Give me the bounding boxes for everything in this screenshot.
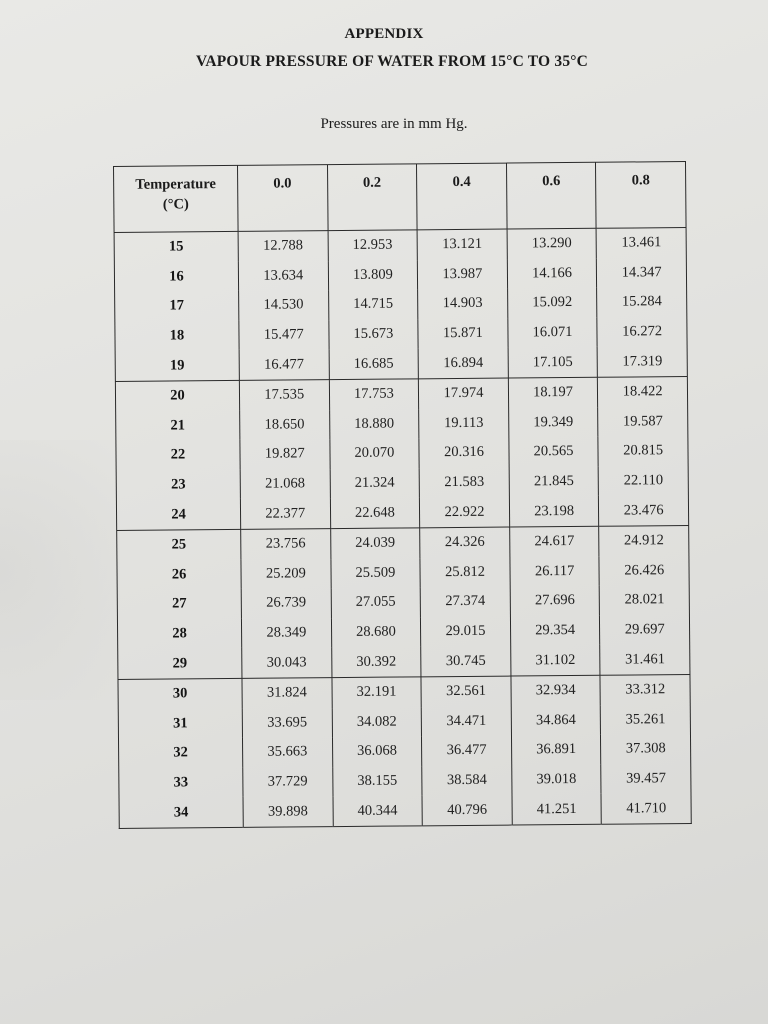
pressure-cell: 12.788 (238, 231, 328, 262)
pressure-cell: 30.043 (242, 647, 332, 678)
pressure-cell: 39.457 (626, 770, 667, 787)
pressure-cell: 34.471 (421, 706, 511, 736)
pressure-cell: 36.891 (511, 735, 601, 765)
pressure-cell: 22.922 (420, 497, 510, 528)
pressure-cell: 17.753 (329, 379, 419, 410)
column-header: 0.4 (417, 163, 507, 230)
temperature-cell: 21 (116, 410, 240, 441)
pressure-cell: 13.121 (417, 229, 507, 260)
vapour-pressure-table (113, 161, 692, 829)
pressure-cell: 25.209 (241, 559, 331, 589)
table-header-row (114, 162, 687, 233)
pressure-cell: 31.824 (242, 678, 332, 709)
pressure-cell: 26.739 (241, 588, 331, 618)
pressure-cell: 40.344 (333, 796, 423, 827)
pressure-cell: 27.374 (420, 587, 510, 617)
pressure-cell: 37.308 (625, 740, 666, 757)
temperature-cell: 15 (114, 231, 238, 262)
pressure-cell: 30.392 (331, 647, 421, 678)
pressure-cell: 22.377 (240, 498, 330, 529)
pressure-cell: 15.284 (621, 293, 662, 311)
appendix-heading: APPENDIX (344, 26, 424, 42)
pressure-cell: 17.105 (508, 347, 598, 378)
pressure-cell: 24.617 (509, 526, 599, 557)
pressure-cell: 15.092 (507, 288, 597, 318)
pressure-cell: 15.673 (328, 319, 418, 349)
pressure-cell: 14.347 (621, 264, 662, 281)
pressure-cell: 34.864 (511, 705, 601, 735)
temperature-cell: 32 (119, 738, 243, 769)
pressure-cell: 38.584 (422, 765, 512, 795)
page-shadow (0, 440, 120, 700)
pressure-cell: 24.039 (330, 528, 420, 559)
table-body (114, 228, 691, 829)
pressure-cell: 19.587 (622, 413, 663, 430)
pressure-cell: 20.815 (623, 442, 664, 460)
pressure-cell: 16.272 (622, 323, 663, 340)
temperature-column-header (114, 165, 239, 232)
pressure-cell: 21.845 (509, 467, 599, 497)
pressure-cell: 19.113 (419, 408, 509, 438)
temperature-cell: 22 (116, 440, 240, 471)
temperature-cell: 33 (119, 768, 243, 799)
pressure-cell: 20.070 (329, 438, 419, 468)
table-row (119, 793, 691, 828)
pressure-cell: 20.565 (509, 437, 599, 467)
temperature-header-line2: (°C) (162, 196, 189, 213)
pressure-cell: 16.477 (239, 349, 329, 380)
pressure-cell: 29.354 (510, 615, 600, 645)
pressure-cell: 19.349 (508, 407, 598, 437)
pressure-cell: 35.663 (242, 737, 332, 767)
pressure-cell: 33.695 (242, 708, 332, 738)
pressure-cell: 31.461 (600, 644, 690, 675)
temperature-cell: 31 (118, 708, 242, 739)
pressure-cell: 22.648 (330, 498, 420, 529)
pressure-cell: 21.583 (419, 467, 509, 497)
temperature-cell: 20 (115, 380, 239, 411)
table-row (115, 346, 687, 381)
temperature-header-line1: Temperature (135, 176, 216, 193)
table-row (117, 525, 689, 560)
pressure-cell: 27.055 (331, 587, 421, 617)
table-row (118, 674, 690, 709)
pressure-cell: 23.198 (509, 496, 599, 527)
pressure-cell: 13.987 (418, 259, 508, 289)
pressure-cell: 23.476 (599, 495, 689, 526)
temperature-cell: 17 (115, 291, 239, 322)
column-header: 0.8 (596, 162, 686, 229)
pressure-cell: 32.561 (421, 676, 511, 707)
pressure-cell: 26.117 (510, 556, 600, 586)
pressure-cell: 35.261 (625, 710, 666, 728)
pressure-cell: 15.477 (239, 320, 329, 350)
temperature-cell: 26 (117, 559, 241, 590)
pressure-cell: 13.634 (238, 261, 328, 291)
temperature-cell: 27 (117, 589, 241, 620)
pressure-cell: 17.319 (597, 346, 687, 377)
units-note: Pressures are in mm Hg. (320, 116, 468, 132)
pressure-cell: 41.251 (512, 794, 602, 825)
pressure-cell: 28.021 (624, 591, 665, 608)
temperature-cell: 24 (116, 499, 240, 530)
pressure-cell: 41.710 (626, 799, 667, 817)
pressure-cell: 29.015 (421, 616, 511, 646)
pressure-cell: 39.018 (512, 764, 602, 794)
temperature-cell: 18 (115, 321, 239, 352)
column-header: 0.0 (237, 165, 327, 232)
pressure-cell: 15.871 (418, 318, 508, 348)
pressure-cell: 14.715 (328, 290, 418, 320)
pressure-cell: 18.650 (240, 410, 330, 440)
table-row (116, 495, 688, 530)
pressure-cell: 21.068 (240, 469, 330, 499)
pressure-cell: 23.756 (241, 529, 331, 560)
pressure-cell: 14.530 (239, 290, 329, 320)
pressure-cell: 12.953 (328, 230, 418, 261)
pressure-cell: 18.422 (622, 383, 663, 400)
pressure-cell: 39.898 (243, 796, 333, 827)
pressure-cell: 29.697 (624, 621, 665, 638)
pressure-cell: 36.068 (332, 736, 422, 766)
temperature-cell: 16 (114, 262, 238, 293)
temperature-cell: 30 (118, 678, 242, 709)
table-row (115, 376, 687, 411)
pressure-cell: 18.880 (329, 409, 419, 439)
temperature-cell: 34 (119, 797, 243, 828)
pressure-cell: 16.071 (508, 318, 598, 348)
vapour-pressure-table-container (113, 161, 691, 829)
pressure-cell: 14.166 (507, 258, 597, 288)
pressure-cell: 28.680 (331, 617, 421, 647)
pressure-cell: 17.535 (239, 380, 329, 411)
pressure-cell: 40.796 (422, 795, 512, 826)
column-header: 0.6 (506, 162, 596, 229)
pressure-cell: 16.894 (418, 348, 508, 379)
pressure-cell: 31.102 (510, 645, 600, 676)
pressure-cell: 32.191 (332, 677, 422, 708)
pressure-cell: 18.197 (508, 377, 598, 408)
pressure-cell: 37.729 (243, 767, 333, 797)
pressure-cell: 13.461 (621, 234, 662, 251)
pressure-cell: 24.326 (420, 527, 510, 558)
pressure-cell: 25.509 (331, 558, 421, 588)
pressure-cell: 21.324 (330, 468, 420, 498)
pressure-cell: 16.685 (329, 349, 419, 380)
temperature-cell: 23 (116, 470, 240, 501)
pressure-cell: 17.974 (419, 378, 509, 409)
temperature-cell: 29 (118, 648, 242, 679)
temperature-cell: 25 (117, 529, 241, 560)
pressure-cell: 34.082 (332, 707, 422, 737)
document-title: VAPOUR PRESSURE OF WATER FROM 15°C TO 35°C (195, 53, 589, 70)
pressure-cell: 30.745 (421, 646, 511, 677)
pressure-cell: 13.809 (328, 260, 418, 290)
pressure-cell: 20.316 (419, 438, 509, 468)
pressure-cell: 33.312 (625, 681, 666, 698)
pressure-cell: 38.155 (332, 766, 422, 796)
pressure-cell: 26.426 (624, 562, 665, 579)
pressure-cell: 24.912 (623, 532, 664, 549)
pressure-cell: 27.696 (510, 586, 600, 616)
pressure-cell: 19.827 (240, 439, 330, 469)
temperature-cell: 28 (117, 619, 241, 650)
pressure-cell: 32.934 (511, 675, 601, 706)
table-row (118, 644, 690, 679)
temperature-cell: 19 (115, 350, 239, 381)
pressure-cell: 14.903 (418, 289, 508, 319)
pressure-cell: 25.812 (420, 557, 510, 587)
pressure-cell: 28.349 (241, 618, 331, 648)
column-header: 0.2 (327, 164, 417, 231)
pressure-cell: 22.110 (623, 472, 664, 489)
pressure-cell: 36.477 (422, 736, 512, 766)
table-row (114, 228, 686, 263)
pressure-cell: 13.290 (507, 228, 597, 259)
